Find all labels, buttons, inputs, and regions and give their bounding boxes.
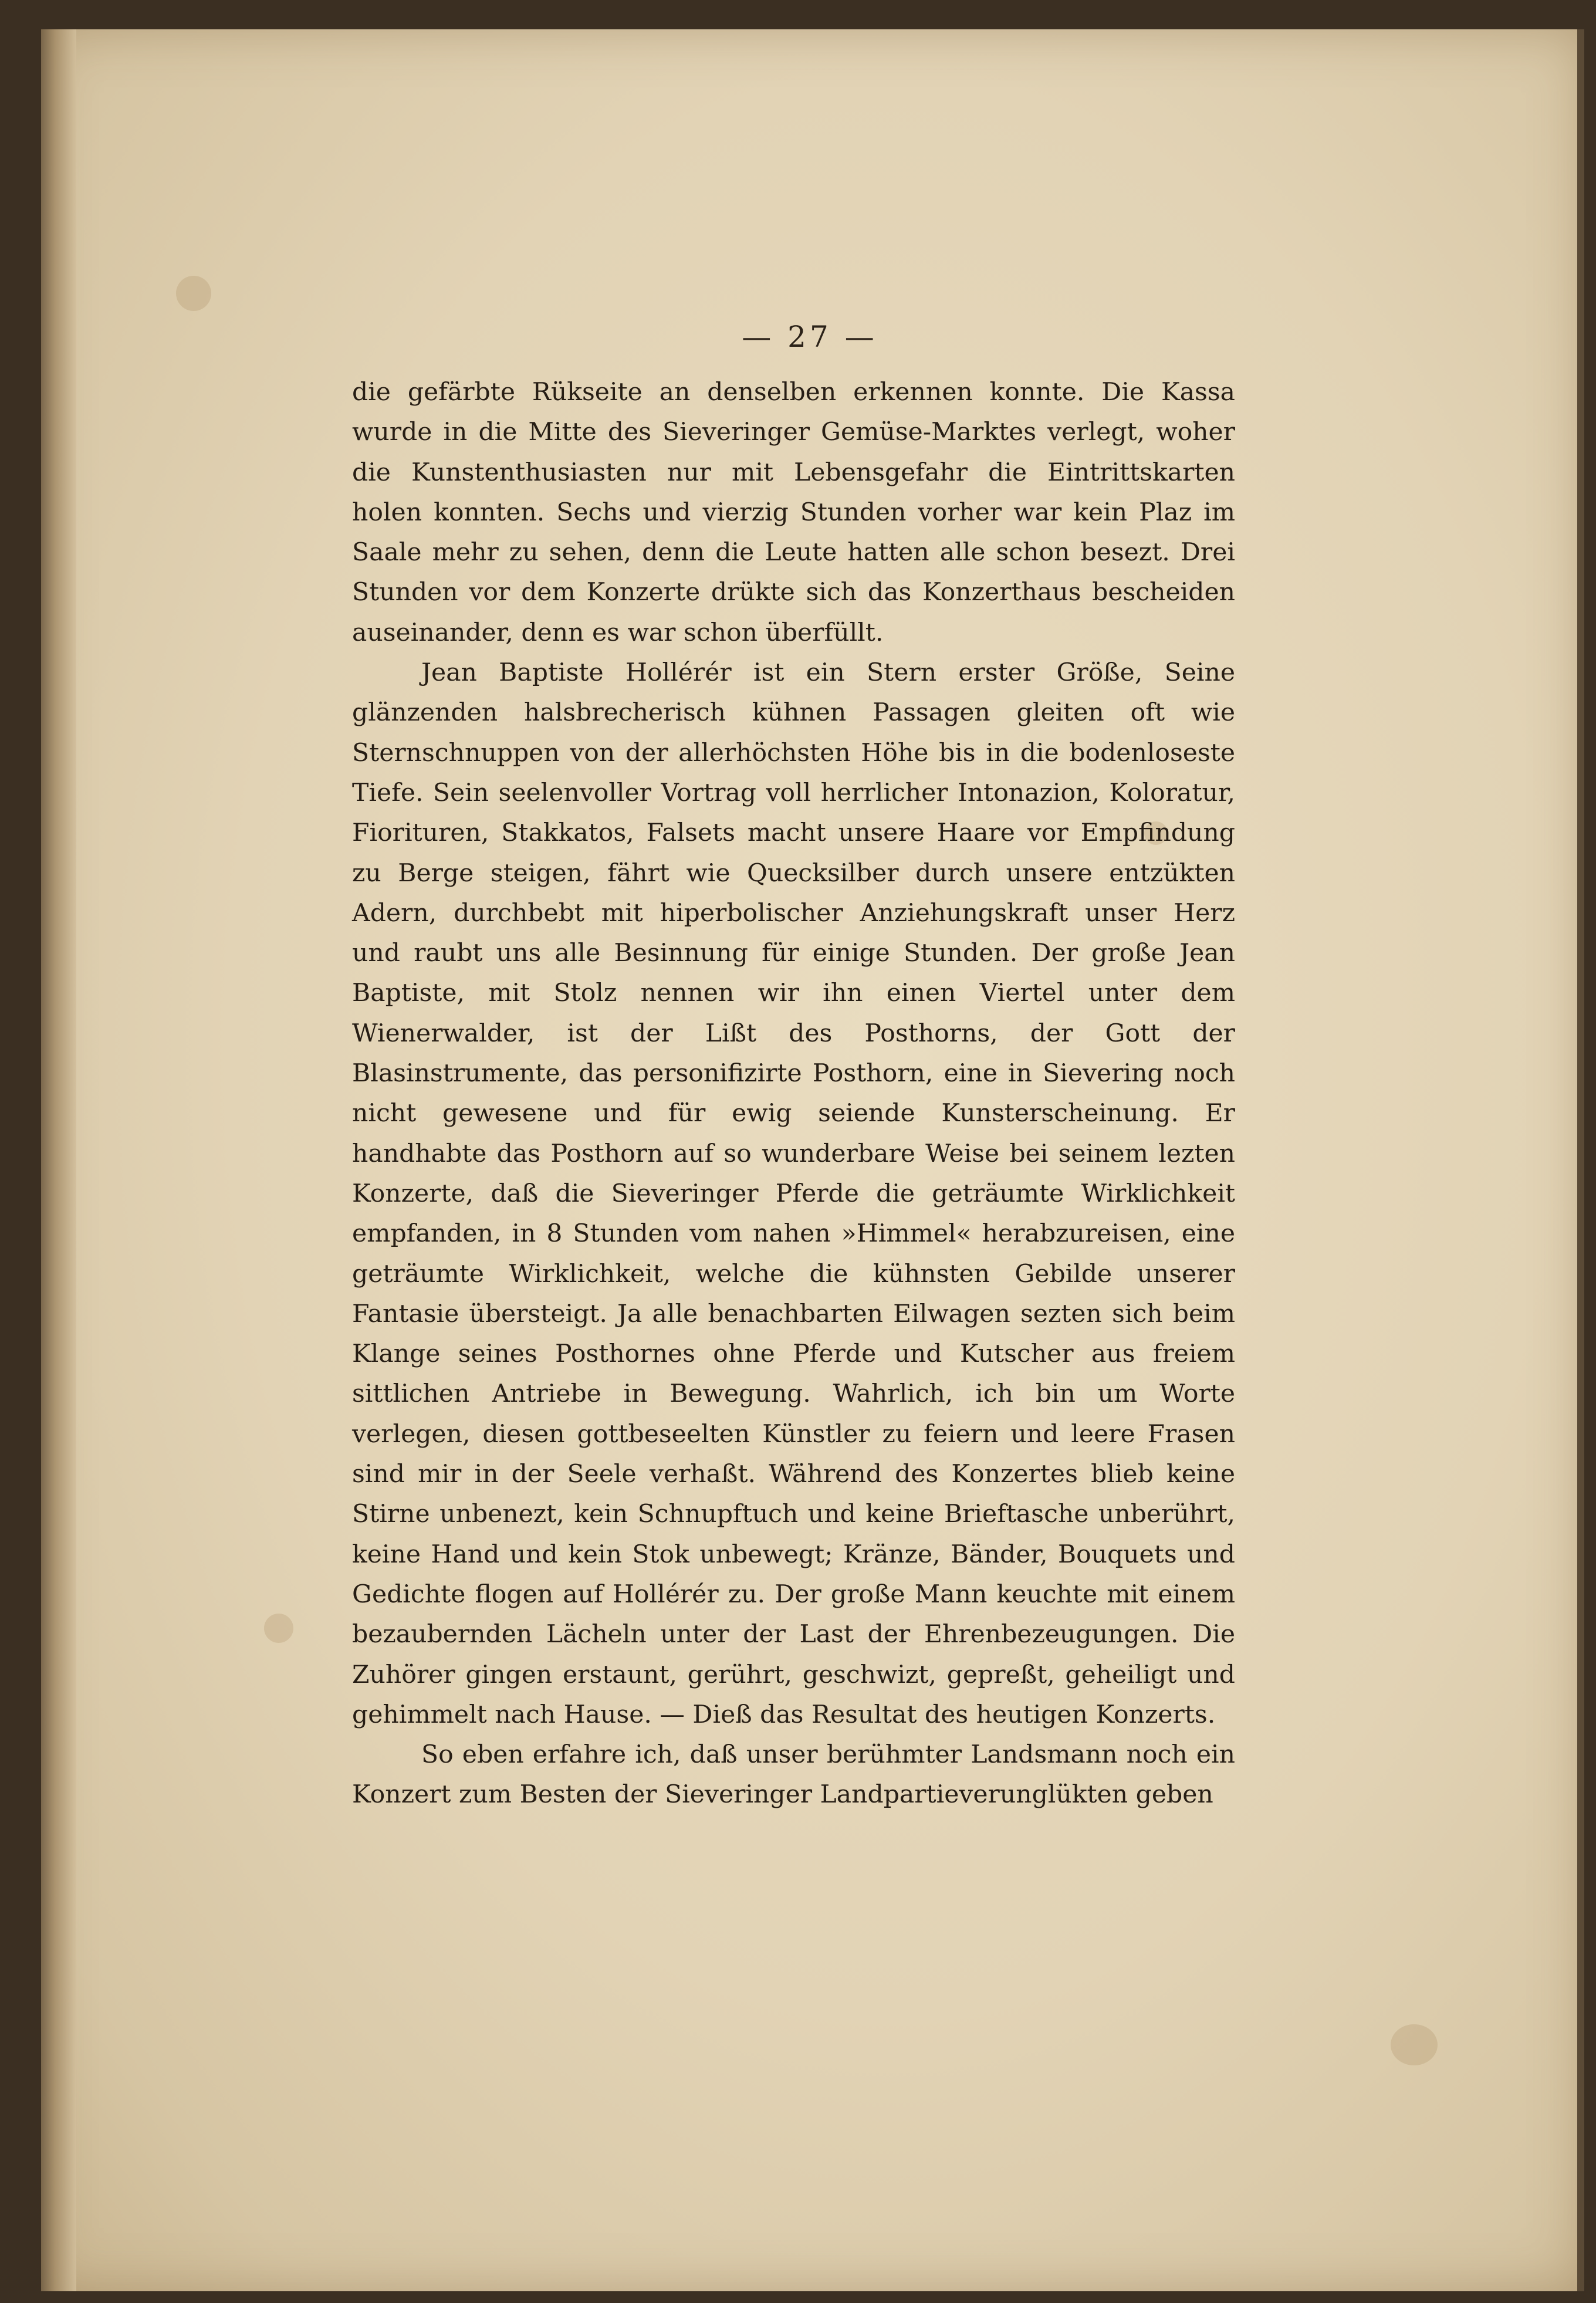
stain-spot xyxy=(1391,2024,1438,2065)
paragraph-1: die gefärbte Rükseite an denselben erkennen konnte. Die Kassa wurde in die Mitte des Sieveringer Gemüse-Marktes verlegt, woher die Kunstenthusiasten nur mit Lebensgefahr die Eintrittskarten holen konnten. Sechs und vierzig Stunden vorher war kein Plaz im Saale mehr zu sehen, denn die Leute hatten alle schon besezt. Drei Stunden vor dem Konzerte drükte sich das Konzerthaus bescheiden auseinander, denn es war schon überfüllt. xyxy=(352,378,1235,647)
page-binding-shadow xyxy=(41,29,76,2291)
paragraph-2: Jean Baptiste Hollérér ist ein Stern erster Größe, Seine glänzenden halsbrecherisch kühnen Passagen gleiten oft wie Sternschnuppen von der allerhöchsten Höhe bis in die bodenloseste Tiefe. Sein seelenvoller Vortrag voll herrlicher Intonazion, Koloratur, Fiorituren, Stakkatos, Falsets macht unsere Haare vor Empfindung zu Berge steigen, fährt wie Quecksilber durch unsere entzükten Adern, durchbebt mit hiperbolischer Anziehungskraft unser Herz und raubt uns alle Besinnung für einige Stunden. Der große Jean Baptiste, mit Stolz nennen wir ihn einen Viertel unter dem Wienerwalder, ist der Lißt des Posthorns, der Gott der Blasinstrumente, das personifizirte Posthorn, eine in Sievering noch nicht gewesene und für ewig seiende Kunsterscheinung. Er handhabte das Posthorn auf so wunderbare Weise bei seinem lezten Konzerte, daß die Sieveringer Pferde die geträumte Wirklichkeit empfanden, in 8 Stunden vom nahen »Himmel« herabzureisen, eine geträumte Wirklichkeit, welche die kühnsten Gebilde unserer Fantasie übersteigt. Ja alle benachbarten Eilwagen sezten sich beim Klange seines Posthornes ohne Pferde und Kutscher aus freiem sittlichen Antriebe in Bewegung. Wahrlich, ich bin um Worte verlegen, diesen gottbeseelten Künstler zu feiern und leere Frasen sind mir in der Seele verhaßt. Während des Konzertes blieb keine Stirne unbenezt, kein Schnupftuch und keine Brieftasche unberührt, keine Hand und kein Stok unbewegt; Kränze, Bänder, Bouquets und Gedichte flogen auf Hollérér zu. Der große Mann keuchte mit einem bezaubernden Lächeln unter der Last der Ehrenbezeugungen. Die Zuhörer gingen erstaunt, gerührt, geschwizt, gepreßt, geheiligt und gehimmelt nach Hause. — Dieß das Resultat des heutigen Konzerts. xyxy=(352,658,1235,1729)
stain-spot xyxy=(264,1614,293,1643)
stain-spot xyxy=(176,276,211,311)
body-text xyxy=(352,373,1235,1815)
page-number: — 27 — xyxy=(742,320,878,354)
paragraph-3: So eben erfahre ich, daß unser berühmter Landsmann noch ein Konzert zum Besten der Sieveringer Landpartieverunglükten geben xyxy=(352,1740,1235,1810)
page-right-edge xyxy=(1577,29,1584,2291)
